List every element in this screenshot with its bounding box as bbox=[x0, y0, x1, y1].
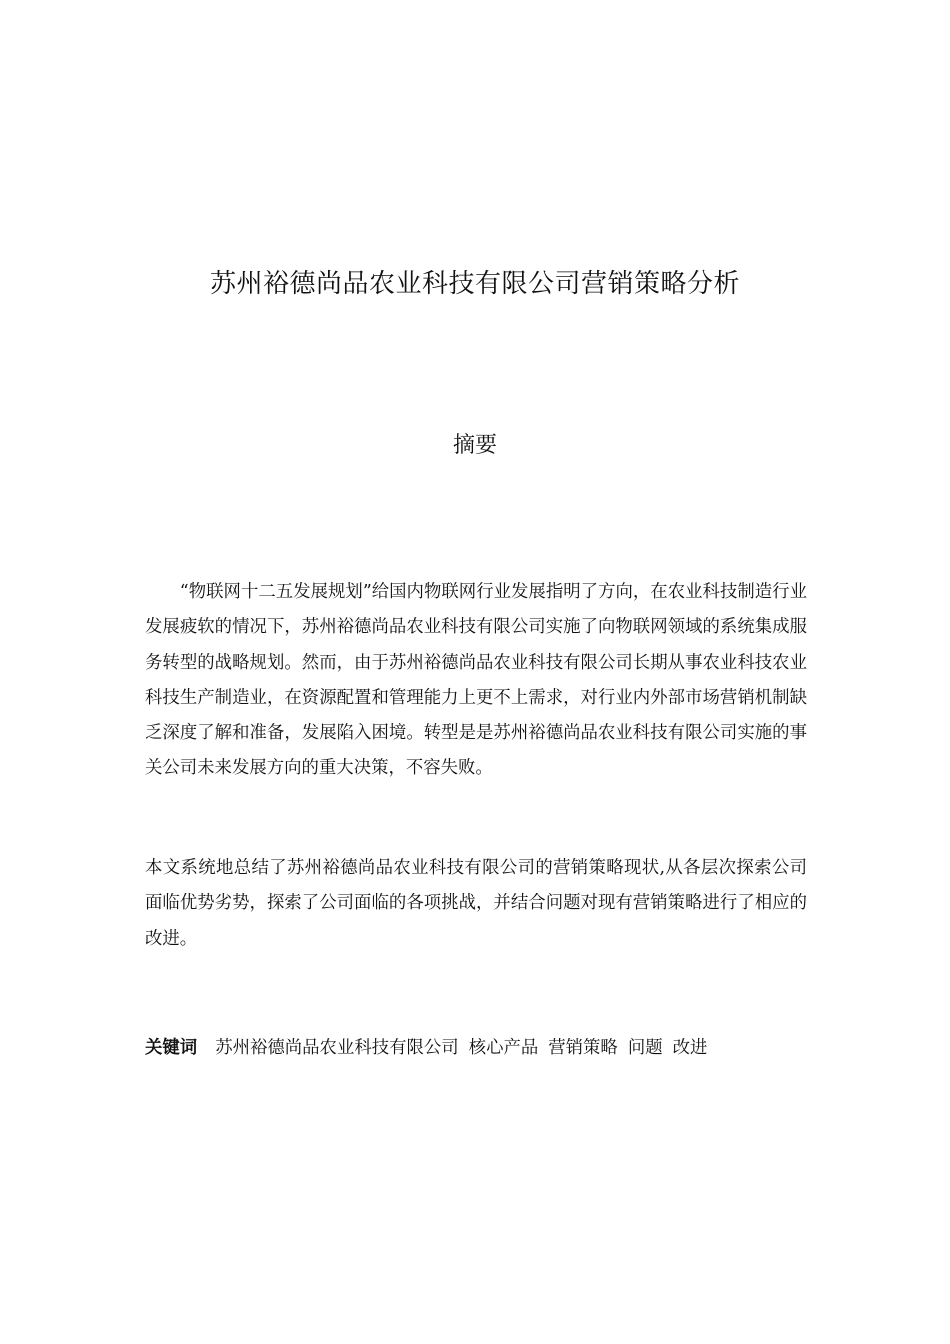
keywords-line bbox=[145, 1033, 825, 1063]
abstract-heading: 摘要 bbox=[452, 433, 497, 458]
abstract-paragraph-1: “物联网十二五发展规划”给国内物联网行业发展指明了方向，在农业科技制造行业发展疲软的情况下，苏州裕德尚品农业科技有限公司实施了向物联网领域的系统集成服务转型的战略规划。然而，由于苏州裕德尚品农业科技有限公司长期从事农业科技农业科技生产制造业，在资源配置和管理能力上更不上需求，对行业内外部市场营销机制缺乏深度了解和准备，发展陷入困境。转型是是苏州裕德尚品农业科技有限公司实施的事关公司未来发展方向的重大决策，不容失败。 bbox=[145, 582, 807, 779]
keyword-item: 营销策略 bbox=[548, 1038, 618, 1058]
keyword-item: 改进 bbox=[672, 1038, 708, 1058]
keywords-label: 关键词 bbox=[145, 1038, 198, 1058]
document-title: 苏州裕德尚品农业科技有限公司营销策略分析 bbox=[209, 269, 740, 299]
keyword-item: 问题 bbox=[627, 1038, 663, 1058]
keyword-item: 苏州裕德尚品农业科技有限公司 bbox=[215, 1038, 459, 1058]
keyword-item: 核心产品 bbox=[468, 1038, 539, 1058]
abstract-paragraph-2: 本文系统地总结了苏州裕德尚品农业科技有限公司的营销策略现状,从各层次探索公司面临优势劣势，探索了公司面临的各项挑战，并结合问题对现有营销策略进行了相应的改进。 bbox=[145, 858, 807, 949]
